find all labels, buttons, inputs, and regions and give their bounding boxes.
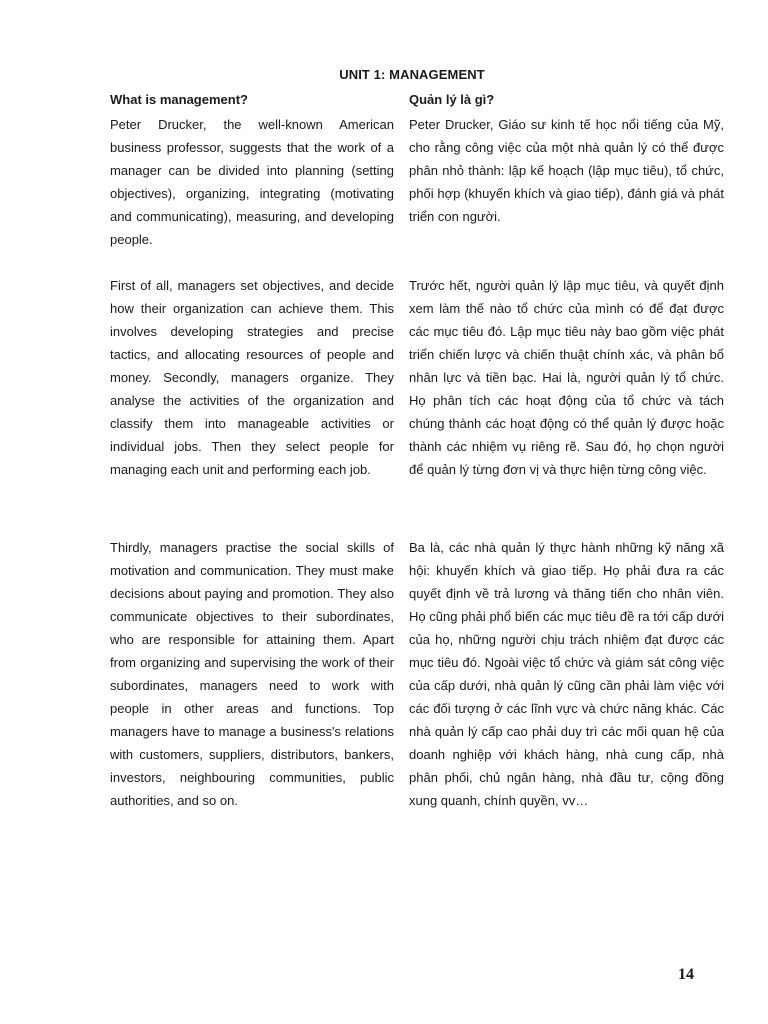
english-paragraph-1: Peter Drucker, the well-known American business professor, suggests that the work of a manager can be divided into planning (setting objectives), organizing, integrating (motivating and communicating), measuring, and developing people. bbox=[110, 117, 394, 247]
english-heading: What is management? bbox=[110, 92, 248, 107]
english-paragraph-3: Thirdly, managers practise the social skills of motivation and communication. They must make decisions about paying and promotion. They also communicate objectives to their subordinates, who are responsible for attaining them. Apart from organizing and supervising the work of their subordinates, managers need to work with people in other areas and functions. Top managers have to manage a business's relations with customers, suppliers, distributors, bankers, investors, neighbouring communities, public authorities, and so on. bbox=[110, 540, 394, 808]
vietnamese-heading: Quản lý là gì? bbox=[409, 92, 495, 107]
vietnamese-paragraph-3: Ba là, các nhà quản lý thực hành những kỹ năng xã hội: khuyến khích và giao tiếp. Họ phải đưa ra các quyết định về trả lương và thăng tiến cho nhân viên. Họ cũng phải phổ biến các mục tiêu đề ra tới cấp dưới của họ, những người chịu trách nhiệm đạt được các mục tiêu đó. Ngoài việc tổ chức và giám sát công việc của cấp dưới, nhà quản lý cũng cần phải làm việc với các đối tượng ở các lĩnh vực và chức năng khác. Các nhà quản lý cấp cao phải duy trì các mối quan hệ của doanh nghiệp với khách hàng, nhà cung cấp, nhà phân phối, chủ ngân hàng, nhà đầu tư, cộng đồng xung quanh, chính quyền, vv… bbox=[409, 540, 724, 808]
page-number: 14 bbox=[678, 966, 694, 983]
vietnamese-paragraph-2: Trước hết, người quản lý lập mục tiêu, và quyết định xem làm thế nào tổ chức của mình có để đạt được các mục tiêu đó. Lập mục tiêu này bao gồm việc phát triển chiến lược và chiến thuật chính xác, và phân bổ nhân lực và tiền bạc. Hai là, người quản lý tổ chức. Họ phân tích các hoạt động của tổ chức và tách chúng thành các hoạt động có thể quản lý được hoặc thành các nhiệm vụ riêng rẽ. Sau đó, họ chọn người để quản lý từng đơn vị và thực hiện từng công việc. bbox=[409, 278, 724, 477]
page-title: UNIT 1: MANAGEMENT bbox=[339, 67, 485, 82]
vietnamese-paragraph-1: Peter Drucker, Giáo sư kinh tế học nổi tiếng của Mỹ, cho rằng công việc của một nhà quản lý có thể được phân nhỏ thành: lập kế hoạch (lập mục tiêu), tổ chức, phối hợp (khuyến khích và giao tiếp), đánh giá và phát triển con người. bbox=[409, 117, 724, 224]
english-paragraph-2: First of all, managers set objectives, and decide how their organization can achieve them. This involves developing strategies and precise tactics, and allocating resources of people and money. Secondly, managers organize. They analyse the activities of the organization and classify them into manageable activities or individual jobs. Then they select people for managing each unit and performing each job. bbox=[110, 278, 394, 477]
